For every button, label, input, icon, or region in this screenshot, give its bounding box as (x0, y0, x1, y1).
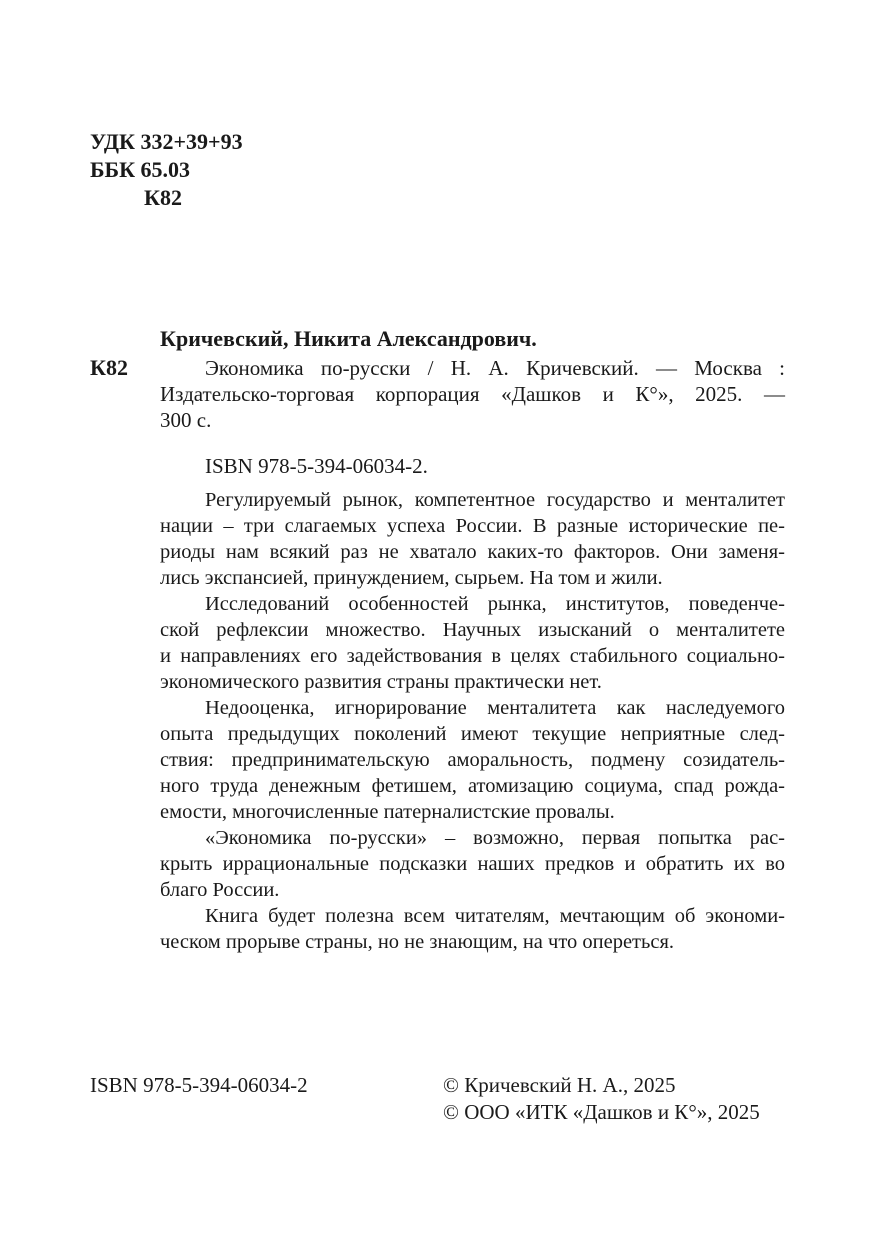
bibliographic-description (160, 355, 785, 433)
biblio-line: 300 с. (160, 408, 212, 432)
bbk-code: ББК 65.03 (90, 157, 191, 182)
annotation-paragraph (160, 903, 785, 955)
copyright-author: © Кричевский Н. А., 2025 (443, 1073, 676, 1097)
annotation-paragraph (160, 591, 785, 695)
annotation-line: Недооценка, игнорирование менталитета как наследуемого (205, 697, 785, 719)
annotation-line: ческом прорыве страны, но не знающим, на что опереться. (160, 931, 675, 953)
annotation-line: лись экспансией, принуждением, сырьем. На том и жили. (160, 567, 663, 589)
entry-isbn: ISBN 978-5-394-06034-2. (205, 454, 428, 478)
annotation-line: ской рефлексии множество. Научных изысканий о менталитете (160, 619, 785, 641)
footer-isbn: ISBN 978-5-394-06034-2 (90, 1073, 308, 1097)
annotation-line: ствия: предпринимательскую аморальность, подмену созидатель- (160, 749, 785, 771)
annotation-paragraph (160, 695, 785, 825)
annotation-line: Регулируемый рынок, компетентное государство и менталитет (205, 489, 785, 511)
annotation-paragraph (160, 487, 785, 591)
copyright-publisher: © ООО «ИТК «Дашков и К°», 2025 (443, 1100, 760, 1124)
annotation-line: опыта предыдущих поколений имеют текущие неприятные след- (160, 723, 785, 745)
annotation-line: и направлениях его задействования в целях стабильного социально- (160, 645, 785, 667)
annotation-line: емости, многочисленные патерналистские провалы. (160, 801, 615, 823)
author-code-entry: К82 (90, 355, 128, 380)
annotation-line: нации – три слагаемых успеха России. В разные исторические пе- (160, 515, 785, 537)
annotation-paragraph (160, 825, 785, 903)
biblio-line: Издательско-торговая корпорация «Дашков и К°», 2025. — (160, 382, 785, 406)
author-code-top: К82 (144, 185, 182, 210)
annotation-line: Книга будет полезна всем читателям, мечтающим об экономи- (205, 905, 785, 927)
author-heading: Кричевский, Никита Александрович. (160, 326, 537, 351)
annotation-line: экономического развития страны практически нет. (160, 671, 602, 693)
annotation-line: ного труда денежным фетишем, атомизацию социума, спад рожда- (160, 775, 785, 797)
annotation-line: благо России. (160, 879, 280, 901)
annotation-line: крыть иррациональные подсказки наших предков и обратить их во (160, 853, 785, 875)
annotation-line: Исследований особенностей рынка, институтов, поведенче- (205, 593, 785, 615)
annotation (160, 487, 785, 955)
udk-code: УДК 332+39+93 (90, 129, 243, 154)
annotation-line: «Экономика по-русски» – возможно, первая попытка рас- (205, 827, 785, 849)
annotation-line: риоды нам всякий раз не хватало каких-то факторов. Они заменя- (160, 541, 785, 563)
biblio-line: Экономика по-русски / Н. А. Кричевский. — Москва : (205, 356, 785, 380)
